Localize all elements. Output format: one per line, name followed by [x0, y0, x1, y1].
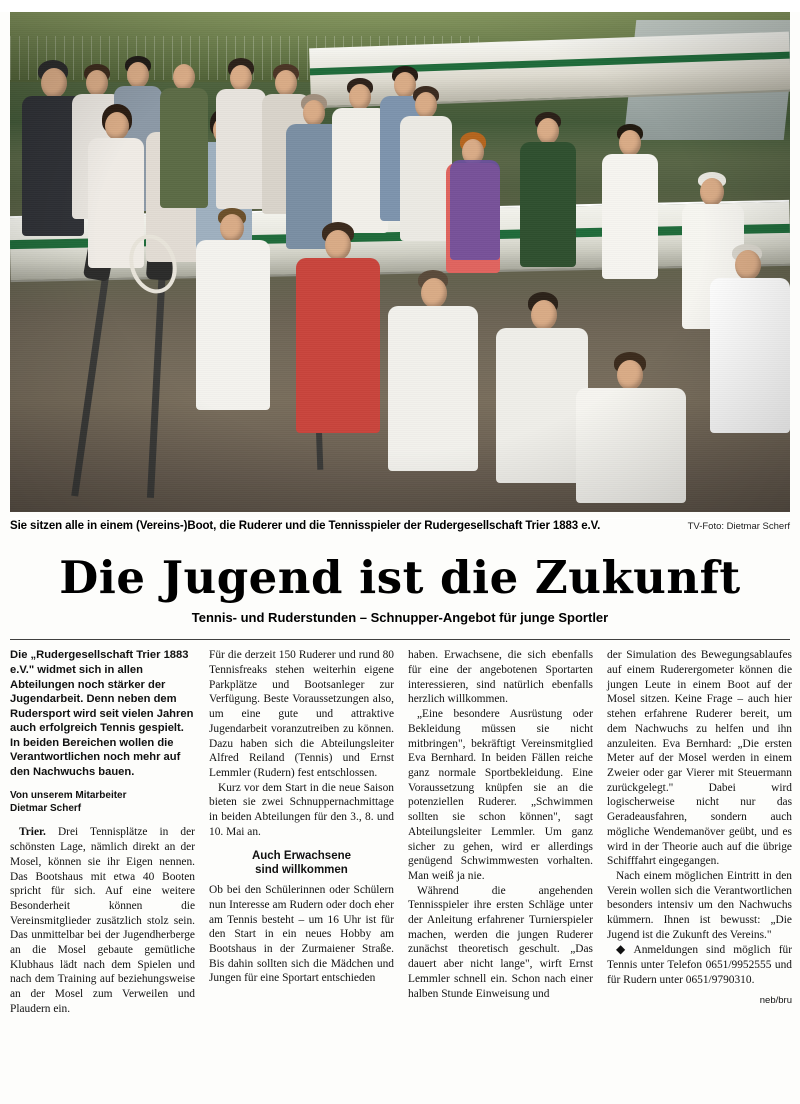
- person: [710, 244, 790, 434]
- byline: [10, 789, 195, 815]
- person: [388, 270, 478, 470]
- divider: [10, 639, 790, 640]
- paragraph: Nach einem möglichen Eintritt in den Verein wollen sich die Verantwortlichen besonders intensiv um den Nachwuchs kümmern. Ihnen ist bewusst: „Die Jugend ist die Zukunft des Vereins.": [607, 869, 792, 941]
- crosshead-line-2: sind willkommen: [255, 863, 348, 876]
- paragraph-text: Drei Tennisplätze in der schönsten Lage, nämlich direkt an der Mosel, können sie ihr Eigen nennen. Das Bootshaus mit etwa 40 Booten spricht für sich. Auf eine weitere Besonderheit können die Vereinsmitglieder zusätzlich stolz sein. Das unmittelbar bei der Jugendherberge an die Mosel gebaute gemütliche Klubhaus lädt nach dem Spielen und nach dem Training auf beziehungsweise an der Mosel zum Verweilen und Plaudern ein.: [10, 826, 195, 1015]
- paragraph: Kurz vor dem Start in die neue Saison bieten sie zwei Schnuppernachmittage in beiden Abteilungen für den 3., 8. und 10. Mai an.: [209, 781, 394, 838]
- paragraph-contact: [607, 942, 792, 987]
- person: [400, 86, 452, 236]
- paragraph: haben. Erwachsene, die sich ebenfalls für eine der angebotenen Sportarten interessieren, sind natürlich ebenfalls herzlich willkommen.: [408, 649, 593, 706]
- newspaper-page: [0, 12, 800, 1104]
- paragraph: Während die angehenden Tennisspieler ihre ersten Schläge unter der Anleitung erfahrener Turnierspieler machen, werden die jungen Ruderer zunächst theoretisch geschult. „Das dauert aber nicht lange", wirft Ernst Lemmler schnell ein. Schon nach einer halben Stunde Einweisung und: [408, 884, 593, 1000]
- crosshead-line-1: Auch Erwachsene: [251, 849, 352, 862]
- article-subhead: Tennis- und Ruderstunden – Schnupper-Angebot für junge Sportler: [191, 610, 609, 626]
- column-3: [408, 648, 593, 1016]
- paragraph: der Simulation des Bewegungsablaufes auf einem Ruderergometer können die jungen Leute in einem Boot auf der Mosel sitzen. Keine Frage – auch hier stehen erfahrene Ruderer bereit, um dem Nachwuchs zu helfen und ihn anzuleiten. Eva Bernhard: „Die ersten Meter auf der Mosel werden in einem Zweier oder gar Vierer mit Steuermann zurückgelegt." Dabei wird logischerweise nicht nur das Geradeausfahren, sondern auch mögliche Wendemanöver geübt, und es wird in der Theorie auch auf die übrige Schifffahrt eingegangen.: [607, 649, 792, 868]
- person: [196, 208, 270, 408]
- paragraph: Für die derzeit 150 Ruderer und rund 80 Tennisfreaks stehen weiterhin eigene Parkplätze und Bootsanleger zur Verfügung. Beste Voraussetzungen also, um eine gute und attraktive Jugendarbeit voranzutreiben zu können. Dazu haben sich die Abteilungsleiter Alfred Reiland (Tennis) und Ernst Lemmler (Rudern) fest entschlossen.: [209, 649, 394, 779]
- paragraph-text: Anmeldungen sind möglich für Tennis unter Telefon 0651/9952555 und für Rudern unter 0651/9790310.: [607, 944, 792, 986]
- article-body: [10, 648, 790, 1016]
- diamond-bullet-icon: ◆: [616, 942, 631, 957]
- photo-credit: TV-Foto: Dietmar Scherf: [687, 521, 790, 532]
- paragraph: „Eine besondere Ausrüstung oder Bekleidung müssen sie nicht mitbringen", bekräftigt Vereinsmitglied Eva Bernhard. In beiden Fällen reiche ganz normale Sportbekleidung. Eine Voraussetzung knüpfen sie an die potenziellen Ruderer. „Schwimmen sollten sie schon können", sagt Abteilungsleiter Lemmler. Um ganz sicher zu gehen, wird er allerdings genügend Schwimmwesten vorhalten. Man weiß ja nie.: [408, 708, 593, 882]
- person: [216, 58, 266, 198]
- page-title: Die Jugend ist die Zukunft: [59, 551, 741, 605]
- person: [520, 112, 576, 262]
- photo-caption-row: [10, 518, 790, 533]
- crosshead: [209, 849, 394, 878]
- paragraph: [10, 825, 195, 1016]
- person: [160, 58, 208, 198]
- byline-line-2: Dietmar Scherf: [10, 803, 82, 815]
- byline-line-1: Von unserem Mitarbeiter: [10, 790, 127, 802]
- paragraph: Ob bei den Schülerinnen oder Schülern nun Interesse am Rudern oder doch eher am Tennis besteht – um 16 Uhr ist für den Start in ein neues Hobby am Bootshaus in der Zurmaiener Straße. Bis dahin sollten sich die Mädchen und Jungen für eine Sportart entschieden: [209, 884, 394, 985]
- dateline: Trier.: [19, 826, 46, 839]
- person: [576, 352, 686, 502]
- photo-caption: Sie sitzen alle in einem (Vereins-)Boot, die Ruderer und die Tennisspieler der Rudergesellschaft Trier 1883 e.V.: [10, 520, 601, 532]
- column-2: [209, 648, 394, 1016]
- article-photo: [10, 12, 790, 512]
- column-1: [10, 648, 195, 1016]
- article-signature: neb/bru: [759, 994, 792, 1006]
- person: [450, 140, 500, 260]
- column-4: [607, 648, 792, 1016]
- person: [496, 292, 588, 482]
- person: [602, 124, 658, 274]
- article-lead: Die „Rudergesellschaft Trier 1883 e.V." widmet sich in allen Abteilungen noch stärker der Jugendarbeit. Denn neben dem Rudersport wird seit vielen Jahren auch erfolgreich Tennis gespielt. In beiden Bereichen wollen die Verantwortlichen noch mehr auf den Nachwuchs bauen.: [10, 649, 194, 778]
- person: [296, 222, 380, 432]
